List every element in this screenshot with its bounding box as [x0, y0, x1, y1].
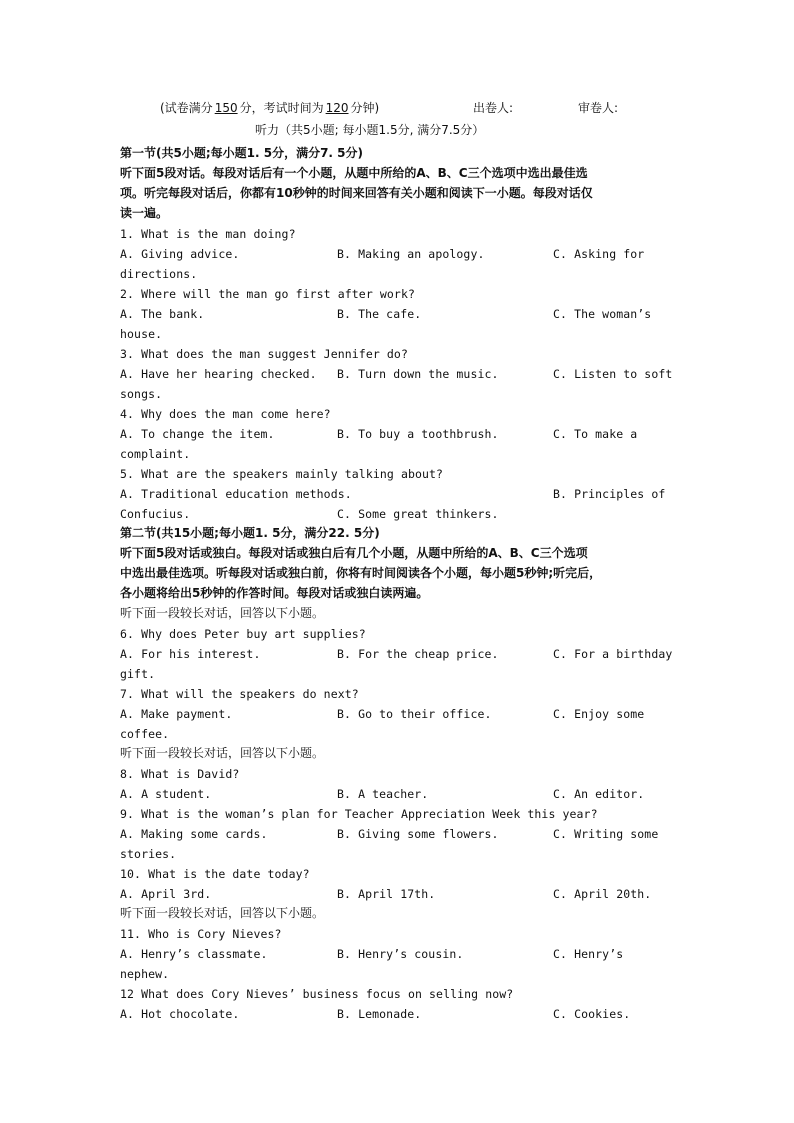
- section2-instruction-2: 中选出最佳选项。听每段对话或独白前，你将有时间阅读各个小题，每小题5秒钟;听完后，: [120, 566, 602, 580]
- q6-option-c: C. For a birthday: [553, 647, 673, 661]
- q6-option-c-cont: gift.: [120, 667, 156, 681]
- q5-question: 5. What are the speakers mainly talking about?: [120, 467, 444, 481]
- q11-option-c: C. Henry’s: [553, 947, 624, 961]
- q1-question: 1. What is the man doing?: [120, 227, 296, 241]
- q10-option-c: C. April 20th.: [553, 887, 652, 901]
- q6-option-b: B. For the cheap price.: [337, 647, 499, 661]
- q12-question: 12 What does Cory Nieves’ business focus on selling now?: [120, 987, 514, 1001]
- q5-option-a: A. Traditional education methods.: [120, 487, 352, 501]
- total-score: 150: [214, 101, 238, 115]
- setter-label: 出卷人:: [473, 101, 514, 115]
- q3-option-c: C. Listen to soft: [553, 367, 673, 381]
- q8-option-b: B. A teacher.: [337, 787, 429, 801]
- q3-question: 3. What does the man suggest Jennifer do?: [120, 347, 408, 361]
- q10-question: 10. What is the date today?: [120, 867, 310, 881]
- listening-title: 听力（共5小题; 每小题1.5分, 满分7.5分）: [255, 123, 485, 137]
- section1-instruction-1: 听下面5段对话。每段对话后有一个小题，从题中所给的A、B、C三个选项中选出最佳选: [120, 166, 588, 180]
- q2-option-a: A. The bank.: [120, 307, 205, 321]
- q8-question: 8. What is David?: [120, 767, 240, 781]
- q9-option-a: A. Making some cards.: [120, 827, 268, 841]
- score-mid1: 分，考试时间为: [239, 101, 324, 115]
- q4-option-b: B. To buy a toothbrush.: [337, 427, 499, 441]
- section2-title: 第二节(共15小题;每小题1. 5分，满分22. 5分): [120, 526, 380, 540]
- section1-instruction-3: 读一遍。: [120, 206, 169, 220]
- q7-option-b: B. Go to their office.: [337, 707, 492, 721]
- section1-title: 第一节(共5小题;每小题1. 5分，满分7. 5分): [120, 146, 363, 160]
- q7-option-c-cont: coffee.: [120, 727, 170, 741]
- q2-question: 2. Where will the man go first after work?: [120, 287, 415, 301]
- q10-option-b: B. April 17th.: [337, 887, 436, 901]
- q4-option-c-cont: complaint.: [120, 447, 191, 461]
- q7-option-c: C. Enjoy some: [553, 707, 645, 721]
- section2-instruction-1: 听下面5段对话或独白。每段对话或独白后有几个小题，从题中所给的A、B、C三个选项: [120, 546, 588, 560]
- q1-option-c-cont: directions.: [120, 267, 198, 281]
- dialog-intro: 听下面一段较长对话，回答以下小题。: [120, 606, 325, 620]
- section2-instruction-3: 各小题将给出5秒钟的作答时间。每段对话或独白读两遍。: [120, 586, 429, 600]
- q8-option-a: A. A student.: [120, 787, 212, 801]
- q1-option-a: A. Giving advice.: [120, 247, 240, 261]
- q3-option-a: A. Have her hearing checked.: [120, 367, 317, 381]
- score-mid2: 分钟): [350, 101, 380, 115]
- q2-option-c: C. The woman’s: [553, 307, 652, 321]
- q5-option-c: C. Some great thinkers.: [337, 507, 499, 521]
- q6-option-a: A. For his interest.: [120, 647, 261, 661]
- q3-option-b: B. Turn down the music.: [337, 367, 499, 381]
- q7-question: 7. What will the speakers do next?: [120, 687, 359, 701]
- q12-option-b: B. Lemonade.: [337, 1007, 422, 1021]
- q5-option-b: B. Principles of: [553, 487, 666, 501]
- exam-duration: 120: [325, 101, 349, 115]
- q9-option-c-cont: stories.: [120, 847, 177, 861]
- score-prefix: (试卷满分: [160, 101, 213, 115]
- q2-option-c-cont: house.: [120, 327, 163, 341]
- dialog-intro-3: 听下面一段较长对话，回答以下小题。: [120, 906, 325, 920]
- q12-option-a: A. Hot chocolate.: [120, 1007, 240, 1021]
- q4-option-c: C. To make a: [553, 427, 638, 441]
- q8-option-c: C. An editor.: [553, 787, 645, 801]
- q3-option-c-cont: songs.: [120, 387, 163, 401]
- q2-option-b: B. The cafe.: [337, 307, 422, 321]
- section1-instruction-2: 项。听完每段对话后，你都有10秒钟的时间来回答有关小题和阅读下一小题。每段对话仅: [120, 186, 593, 200]
- reviewer-label: 审卷人:: [578, 101, 619, 115]
- q11-option-a: A. Henry’s classmate.: [120, 947, 268, 961]
- exam-info: [160, 101, 379, 115]
- q5-option-b-cont: Confucius.: [120, 507, 191, 521]
- q1-option-b: B. Making an apology.: [337, 247, 485, 261]
- q6-question: 6. Why does Peter buy art supplies?: [120, 627, 366, 641]
- q4-question: 4. Why does the man come here?: [120, 407, 331, 421]
- q9-option-c: C. Writing some: [553, 827, 659, 841]
- dialog-intro-2: 听下面一段较长对话，回答以下小题。: [120, 746, 325, 760]
- q4-option-a: A. To change the item.: [120, 427, 275, 441]
- q9-option-b: B. Giving some flowers.: [337, 827, 499, 841]
- q1-option-c: C. Asking for: [553, 247, 645, 261]
- q12-option-c: C. Cookies.: [553, 1007, 631, 1021]
- q9-question: 9. What is the woman’s plan for Teacher Appreciation Week this year?: [120, 807, 598, 821]
- q11-option-c-cont: nephew.: [120, 967, 170, 981]
- q10-option-a: A. April 3rd.: [120, 887, 212, 901]
- q7-option-a: A. Make payment.: [120, 707, 233, 721]
- q11-option-b: B. Henry’s cousin.: [337, 947, 464, 961]
- q11-question: 11. Who is Cory Nieves?: [120, 927, 282, 941]
